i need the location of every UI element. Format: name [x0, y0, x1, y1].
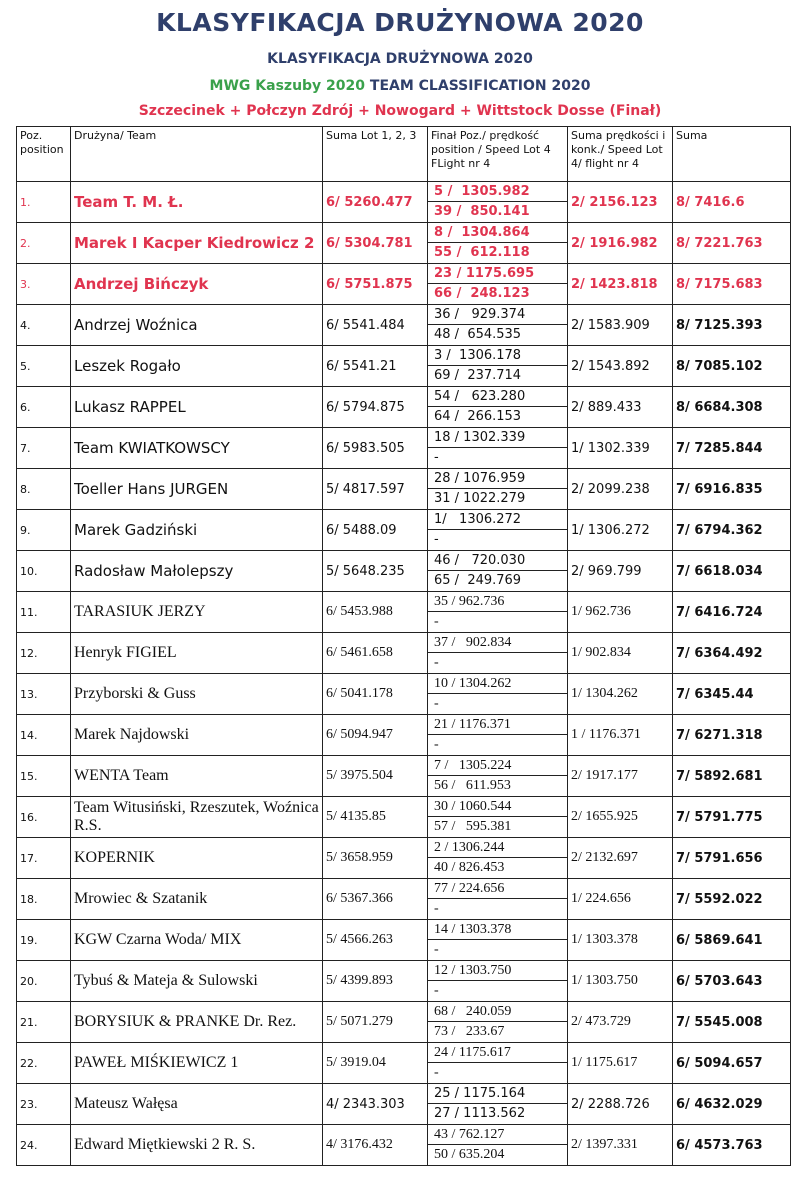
cell-speed-sum: 2/ 1583.909	[568, 305, 673, 346]
cell-final	[428, 346, 568, 387]
cell-suma: 6/ 5541.484	[323, 305, 428, 346]
cell-final	[428, 592, 568, 633]
cell-final	[428, 428, 568, 469]
cell-suma: 5/ 4399.893	[323, 961, 428, 1002]
cell-final	[428, 1084, 568, 1125]
cell-pos: 23.	[17, 1084, 71, 1125]
final-position-speed-2: -	[434, 901, 439, 916]
cell-final	[428, 1043, 568, 1084]
cell-total: 6/ 5869.641	[673, 920, 791, 961]
cell-final	[428, 756, 568, 797]
final-position-speed-1: 35 / 962.736	[428, 592, 567, 612]
cell-final	[428, 838, 568, 879]
cell-pos: 18.	[17, 879, 71, 920]
final-position-speed-1: 68 / 240.059	[428, 1002, 567, 1022]
cell-pos: 7.	[17, 428, 71, 469]
cell-speed-sum: 2/ 1397.331	[568, 1125, 673, 1166]
cell-final	[428, 387, 568, 428]
cell-suma: 6/ 5461.658	[323, 633, 428, 674]
cell-pos: 15.	[17, 756, 71, 797]
cell-pos: 10.	[17, 551, 71, 592]
final-position-speed-2: -	[434, 450, 439, 465]
cell-speed-sum: 1/ 1303.750	[568, 961, 673, 1002]
final-position-speed-2: -	[434, 532, 439, 547]
route-line: Szczecinek + Połczyn Zdrój + Nowogard + Wittstock Dosse (Finał)	[138, 103, 662, 119]
cell-suma: 6/ 5983.505	[323, 428, 428, 469]
cell-suma: 6/ 5094.947	[323, 715, 428, 756]
table-row	[17, 428, 791, 469]
cell-speed-sum: 2/ 1916.982	[568, 223, 673, 264]
final-position-speed-2: 64 / 266.153	[434, 409, 522, 424]
cell-speed-sum: 1/ 1302.339	[568, 428, 673, 469]
final-position-speed-1: 21 / 1176.371	[428, 715, 567, 735]
table-row	[17, 223, 791, 264]
cell-team: Przyborski & Guss	[71, 674, 323, 715]
final-position-speed-2: 40 / 826.453	[434, 860, 505, 875]
final-position-speed-2: 65 / 249.769	[434, 573, 522, 588]
cell-team: Toeller Hans JURGEN	[71, 469, 323, 510]
cell-final	[428, 182, 568, 223]
table-row	[17, 1125, 791, 1166]
cell-final	[428, 961, 568, 1002]
cell-pos: 17.	[17, 838, 71, 879]
cell-final	[428, 715, 568, 756]
cell-total: 7/ 5791.775	[673, 797, 791, 838]
cell-suma: 6/ 5041.178	[323, 674, 428, 715]
cell-team: Team Witusiński, Rzeszutek, Woźnica R.S.	[71, 797, 323, 838]
cell-suma: 6/ 5794.875	[323, 387, 428, 428]
cell-total: 7/ 6416.724	[673, 592, 791, 633]
cell-suma: 5/ 4566.263	[323, 920, 428, 961]
cell-final	[428, 797, 568, 838]
cell-total: 7/ 6364.492	[673, 633, 791, 674]
cell-total: 8/ 7125.393	[673, 305, 791, 346]
cell-pos: 20.	[17, 961, 71, 1002]
cell-team: BORYSIUK & PRANKE Dr. Rez.	[71, 1002, 323, 1043]
cell-suma: 5/ 5071.279	[323, 1002, 428, 1043]
cell-pos: 3.	[17, 264, 71, 305]
final-position-speed-2: 69 / 237.714	[434, 368, 522, 383]
cell-speed-sum: 1/ 962.736	[568, 592, 673, 633]
final-position-speed-2: 27 / 1113.562	[434, 1106, 526, 1121]
cell-total: 8/ 7221.763	[673, 223, 791, 264]
table-row	[17, 510, 791, 551]
cell-team: Radosław Małolepszy	[71, 551, 323, 592]
cell-team: Lukasz RAPPEL	[71, 387, 323, 428]
cell-suma: 6/ 5751.875	[323, 264, 428, 305]
final-position-speed-2: 55 / 612.118	[434, 245, 530, 260]
cell-pos: 13.	[17, 674, 71, 715]
cell-team: Andrzej Woźnica	[71, 305, 323, 346]
column-header-total: Suma	[673, 127, 791, 182]
final-position-speed-2: 73 / 233.67	[434, 1024, 505, 1039]
table-row	[17, 182, 791, 223]
final-position-speed-2: -	[434, 983, 439, 998]
final-position-speed-1: 7 / 1305.224	[428, 756, 567, 776]
event-name: MWG Kaszuby 2020	[209, 78, 366, 94]
cell-pos: 8.	[17, 469, 71, 510]
final-position-speed-2: 39 / 850.141	[434, 204, 530, 219]
cell-pos: 22.	[17, 1043, 71, 1084]
page-title: KLASYFIKACJA DRUŻYNOWA 2020	[156, 8, 644, 37]
cell-total: 6/ 5094.657	[673, 1043, 791, 1084]
final-position-speed-1: 28 / 1076.959	[428, 469, 567, 489]
cell-suma: 4/ 2343.303	[323, 1084, 428, 1125]
final-position-speed-2: -	[434, 655, 439, 670]
cell-total: 8/ 6684.308	[673, 387, 791, 428]
cell-final	[428, 633, 568, 674]
table-row	[17, 469, 791, 510]
cell-total: 7/ 6271.318	[673, 715, 791, 756]
final-position-speed-1: 8 / 1304.864	[428, 223, 567, 243]
event-classification: TEAM CLASSIFICATION 2020	[365, 78, 591, 94]
cell-total: 8/ 7416.6	[673, 182, 791, 223]
final-position-speed-2: -	[434, 614, 439, 629]
cell-pos: 9.	[17, 510, 71, 551]
final-position-speed-1: 18 / 1302.339	[428, 428, 567, 448]
cell-speed-sum: 2/ 889.433	[568, 387, 673, 428]
table-row	[17, 264, 791, 305]
table-row	[17, 592, 791, 633]
final-position-speed-1: 30 / 1060.544	[428, 797, 567, 817]
final-position-speed-1: 36 / 929.374	[428, 305, 567, 325]
table-row	[17, 920, 791, 961]
final-position-speed-1: 37 / 902.834	[428, 633, 567, 653]
table-row	[17, 346, 791, 387]
final-position-speed-1: 2 / 1306.244	[428, 838, 567, 858]
final-position-speed-1: 46 / 720.030	[428, 551, 567, 571]
cell-team: Team T. M. Ł.	[71, 182, 323, 223]
table-row	[17, 1043, 791, 1084]
cell-total: 7/ 5545.008	[673, 1002, 791, 1043]
cell-speed-sum: 2/ 1543.892	[568, 346, 673, 387]
final-position-speed-2: 50 / 635.204	[434, 1147, 505, 1162]
cell-total: 7/ 5892.681	[673, 756, 791, 797]
final-position-speed-1: 54 / 623.280	[428, 387, 567, 407]
cell-team: PAWEŁ MIŚKIEWICZ 1	[71, 1043, 323, 1084]
cell-suma: 4/ 3176.432	[323, 1125, 428, 1166]
cell-pos: 21.	[17, 1002, 71, 1043]
cell-total: 6/ 4632.029	[673, 1084, 791, 1125]
cell-suma: 5/ 4817.597	[323, 469, 428, 510]
cell-team: TARASIUK JERZY	[71, 592, 323, 633]
cell-final	[428, 305, 568, 346]
final-position-speed-2: 66 / 248.123	[434, 286, 530, 301]
cell-suma: 6/ 5541.21	[323, 346, 428, 387]
cell-speed-sum: 1/ 224.656	[568, 879, 673, 920]
cell-total: 8/ 7085.102	[673, 346, 791, 387]
cell-final	[428, 1002, 568, 1043]
table-row	[17, 1084, 791, 1125]
final-position-speed-2: -	[434, 737, 439, 752]
cell-total: 7/ 6916.835	[673, 469, 791, 510]
cell-speed-sum: 2/ 473.729	[568, 1002, 673, 1043]
final-position-speed-1: 24 / 1175.617	[428, 1043, 567, 1063]
cell-speed-sum: 2/ 2132.697	[568, 838, 673, 879]
cell-pos: 14.	[17, 715, 71, 756]
cell-pos: 19.	[17, 920, 71, 961]
table-header-row	[17, 127, 791, 182]
cell-suma: 6/ 5488.09	[323, 510, 428, 551]
final-position-speed-2: 56 / 611.953	[434, 778, 511, 793]
event-line	[0, 78, 800, 94]
cell-pos: 11.	[17, 592, 71, 633]
final-position-speed-1: 43 / 762.127	[428, 1125, 567, 1145]
cell-team: WENTA Team	[71, 756, 323, 797]
cell-speed-sum: 2/ 1655.925	[568, 797, 673, 838]
final-position-speed-1: 3 / 1306.178	[428, 346, 567, 366]
cell-suma: 5/ 3975.504	[323, 756, 428, 797]
cell-final	[428, 223, 568, 264]
cell-speed-sum: 2/ 2099.238	[568, 469, 673, 510]
final-position-speed-2: -	[434, 696, 439, 711]
final-position-speed-2: 57 / 595.381	[434, 819, 512, 834]
cell-team: KOPERNIK	[71, 838, 323, 879]
table-row	[17, 715, 791, 756]
cell-team: Marek Najdowski	[71, 715, 323, 756]
cell-total: 7/ 5791.656	[673, 838, 791, 879]
cell-team: Mrowiec & Szatanik	[71, 879, 323, 920]
cell-speed-sum: 2/ 1917.177	[568, 756, 673, 797]
cell-speed-sum: 1/ 1175.617	[568, 1043, 673, 1084]
final-position-speed-1: 10 / 1304.262	[428, 674, 567, 694]
cell-total: 8/ 7175.683	[673, 264, 791, 305]
cell-pos: 2.	[17, 223, 71, 264]
cell-speed-sum: 1/ 1304.262	[568, 674, 673, 715]
cell-speed-sum: 2/ 969.799	[568, 551, 673, 592]
cell-team: Marek I Kacper Kiedrowicz 2	[71, 223, 323, 264]
cell-suma: 5/ 3658.959	[323, 838, 428, 879]
cell-team: Edward Miętkiewski 2 R. S.	[71, 1125, 323, 1166]
cell-total: 7/ 6345.44	[673, 674, 791, 715]
table-row	[17, 551, 791, 592]
cell-final	[428, 674, 568, 715]
classification-table	[16, 126, 791, 1166]
table-row	[17, 674, 791, 715]
cell-team: Team KWIATKOWSCY	[71, 428, 323, 469]
final-position-speed-2: -	[434, 1065, 439, 1080]
cell-speed-sum: 1/ 902.834	[568, 633, 673, 674]
cell-pos: 6.	[17, 387, 71, 428]
cell-speed-sum: 2/ 2288.726	[568, 1084, 673, 1125]
cell-final	[428, 469, 568, 510]
table-row	[17, 756, 791, 797]
cell-speed-sum: 2/ 2156.123	[568, 182, 673, 223]
cell-total: 7/ 6618.034	[673, 551, 791, 592]
cell-team: Tybuś & Mateja & Sulowski	[71, 961, 323, 1002]
table-row	[17, 879, 791, 920]
cell-total: 6/ 4573.763	[673, 1125, 791, 1166]
cell-pos: 5.	[17, 346, 71, 387]
table-row	[17, 1002, 791, 1043]
cell-suma: 6/ 5304.781	[323, 223, 428, 264]
cell-total: 6/ 5703.643	[673, 961, 791, 1002]
cell-suma: 5/ 3919.04	[323, 1043, 428, 1084]
cell-speed-sum: 2/ 1423.818	[568, 264, 673, 305]
cell-team: Andrzej Bińczyk	[71, 264, 323, 305]
final-position-speed-2: 48 / 654.535	[434, 327, 522, 342]
column-header-team: Drużyna/ Team	[71, 127, 323, 182]
cell-suma: 5/ 4135.85	[323, 797, 428, 838]
column-header-pos: Poz. position	[17, 127, 71, 182]
cell-suma: 6/ 5453.988	[323, 592, 428, 633]
cell-final	[428, 920, 568, 961]
cell-team: KGW Czarna Woda/ MIX	[71, 920, 323, 961]
cell-speed-sum: 1 / 1176.371	[568, 715, 673, 756]
final-position-speed-1: 12 / 1303.750	[428, 961, 567, 981]
cell-speed-sum: 1/ 1306.272	[568, 510, 673, 551]
cell-pos: 24.	[17, 1125, 71, 1166]
column-header-speed-sum: Suma prędkości i konk./ Speed Lot 4/ flight nr 4	[568, 127, 673, 182]
table-row	[17, 387, 791, 428]
final-position-speed-1: 5 / 1305.982	[428, 182, 567, 202]
cell-team: Leszek Rogało	[71, 346, 323, 387]
final-position-speed-1: 77 / 224.656	[428, 879, 567, 899]
table-row	[17, 797, 791, 838]
table-row	[17, 633, 791, 674]
cell-pos: 4.	[17, 305, 71, 346]
final-position-speed-2: -	[434, 942, 439, 957]
page-subtitle: KLASYFIKACJA DRUŻYNOWA 2020	[267, 51, 533, 67]
cell-pos: 12.	[17, 633, 71, 674]
column-header-suma: Suma Lot 1, 2, 3	[323, 127, 428, 182]
final-position-speed-2: 31 / 1022.279	[434, 491, 526, 506]
cell-suma: 5/ 5648.235	[323, 551, 428, 592]
cell-total: 7/ 5592.022	[673, 879, 791, 920]
table-body	[17, 182, 791, 1166]
cell-suma: 6/ 5260.477	[323, 182, 428, 223]
table-row	[17, 305, 791, 346]
cell-team: Henryk FIGIEL	[71, 633, 323, 674]
table-row	[17, 961, 791, 1002]
final-position-speed-1: 25 / 1175.164	[428, 1084, 567, 1104]
cell-final	[428, 264, 568, 305]
cell-team: Mateusz Wałęsa	[71, 1084, 323, 1125]
cell-final	[428, 1125, 568, 1166]
final-position-speed-1: 23 / 1175.695	[428, 264, 567, 284]
cell-total: 7/ 7285.844	[673, 428, 791, 469]
cell-final	[428, 510, 568, 551]
cell-pos: 16.	[17, 797, 71, 838]
table-row	[17, 838, 791, 879]
final-position-speed-1: 14 / 1303.378	[428, 920, 567, 940]
cell-speed-sum: 1/ 1303.378	[568, 920, 673, 961]
column-header-final: Finał Poz./ prędkość position / Speed Lot 4 FLight nr 4	[428, 127, 568, 182]
cell-suma: 6/ 5367.366	[323, 879, 428, 920]
cell-final	[428, 879, 568, 920]
cell-total: 7/ 6794.362	[673, 510, 791, 551]
cell-team: Marek Gadziński	[71, 510, 323, 551]
cell-pos: 1.	[17, 182, 71, 223]
cell-final	[428, 551, 568, 592]
final-position-speed-1: 1/ 1306.272	[428, 510, 567, 530]
